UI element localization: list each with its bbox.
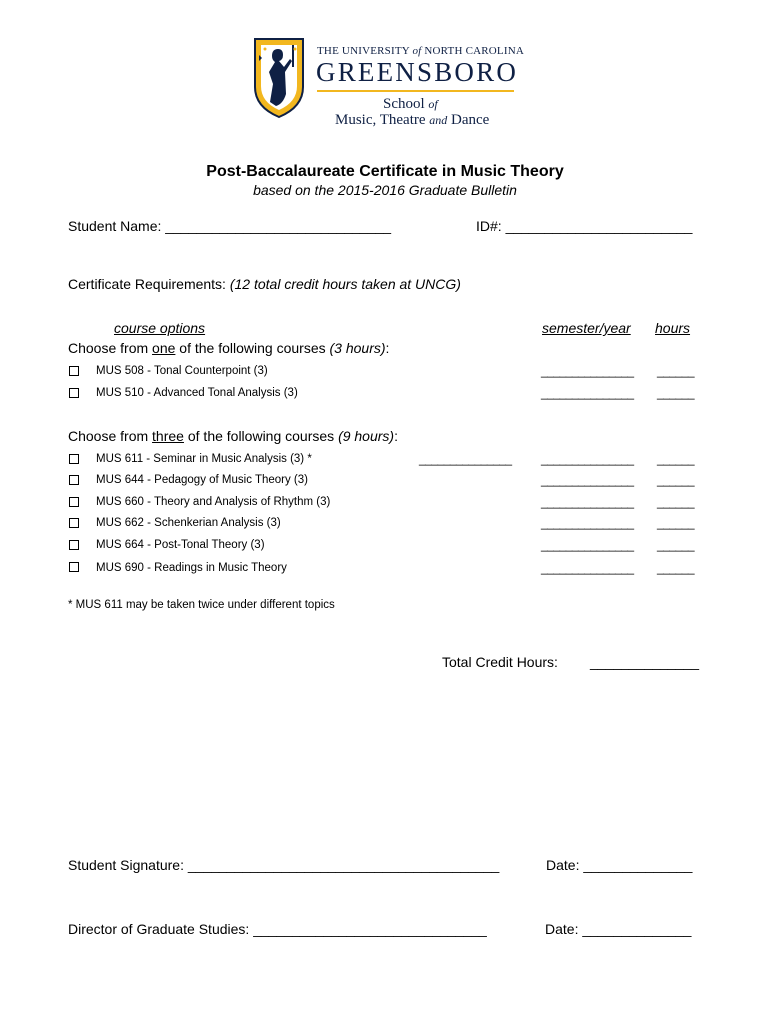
hours-field[interactable]: ______ xyxy=(657,473,695,487)
date-label: Date: xyxy=(546,857,584,873)
hours-field[interactable]: ______ xyxy=(657,495,695,509)
course-label: MUS 690 - Readings in Music Theory xyxy=(96,562,287,574)
course-checkbox[interactable] xyxy=(69,366,79,376)
date-label: Date: xyxy=(545,921,583,937)
semester-year-field[interactable]: _______________ xyxy=(541,495,634,509)
course-label: MUS 644 - Pedagogy of Music Theory (3) xyxy=(96,474,308,486)
student-name-label: Student Name: xyxy=(68,218,166,234)
student-date-row xyxy=(546,857,692,873)
student-name-field[interactable]: _____________________________ xyxy=(165,218,392,234)
director-date-field[interactable]: ______________ xyxy=(582,921,692,937)
page-subtitle: based on the 2015-2016 Graduate Bulletin xyxy=(253,182,517,198)
course-label: MUS 664 - Post-Tonal Theory (3) xyxy=(96,539,265,551)
page-title: Post-Baccalaureate Certificate in Music Theory xyxy=(206,163,564,180)
group2-heading: Choose from three of the following courses (9 hours): xyxy=(68,428,398,444)
student-name-row xyxy=(68,218,391,234)
student-signature-label: Student Signature: xyxy=(68,857,188,873)
semester-year-field[interactable]: _______________ xyxy=(541,452,634,466)
column-header-hours: hours xyxy=(655,320,691,336)
course-checkbox[interactable] xyxy=(69,562,79,572)
logo-school-line2: Music, Theatre and Dance xyxy=(335,112,490,128)
semester-year-field[interactable]: _______________ xyxy=(541,364,634,378)
logo-gold-rule xyxy=(317,90,514,92)
logo-greensboro: GREENSBORO xyxy=(316,57,519,87)
semester-year-field[interactable]: _______________ xyxy=(541,473,634,487)
hours-field[interactable]: ______ xyxy=(657,386,695,400)
id-row xyxy=(476,218,692,234)
hours-field[interactable]: ______ xyxy=(657,538,695,552)
logo-university-line: THE UNIVERSITY of NORTH CAROLINA xyxy=(317,45,524,57)
director-signature-field[interactable]: ______________________________ xyxy=(253,921,487,937)
course-label: MUS 508 - Tonal Counterpoint (3) xyxy=(96,365,268,377)
course-checkbox[interactable] xyxy=(69,454,79,464)
course-label: MUS 660 - Theory and Analysis of Rhythm (3) xyxy=(96,496,331,508)
total-credit-hours-field[interactable]: ______________ xyxy=(590,654,700,670)
id-label: ID#: xyxy=(476,218,506,234)
hours-field[interactable]: ______ xyxy=(657,364,695,378)
semester-year-field[interactable]: _______________ xyxy=(541,538,634,552)
group1-heading: Choose from one of the following courses (3 hours): xyxy=(68,340,390,356)
total-credit-hours-label: Total Credit Hours: xyxy=(442,654,558,670)
student-signature-row xyxy=(68,857,499,873)
course-checkbox[interactable] xyxy=(69,540,79,550)
course-checkbox[interactable] xyxy=(69,475,79,485)
column-header-course-options: course options xyxy=(114,320,206,336)
column-header-semester-year: semester/year xyxy=(542,320,631,336)
course-checkbox[interactable] xyxy=(69,497,79,507)
course-checkbox[interactable] xyxy=(69,388,79,398)
course-checkbox[interactable] xyxy=(69,518,79,528)
spartan-figure-icon xyxy=(251,37,307,119)
requirements-heading: Certificate Requirements: (12 total credit hours taken at UNCG) xyxy=(68,276,461,292)
id-field[interactable]: ________________________ xyxy=(505,218,693,234)
director-signature-row xyxy=(68,921,487,937)
semester-year-field[interactable]: _______________ xyxy=(541,561,634,575)
student-signature-field[interactable]: ________________________________________ xyxy=(187,857,500,873)
semester-year-field[interactable]: _______________ xyxy=(541,516,634,530)
director-date-row xyxy=(545,921,691,937)
hours-field[interactable]: ______ xyxy=(657,452,695,466)
logo-school-line1: School of xyxy=(383,96,438,112)
course-label: MUS 662 - Schenkerian Analysis (3) xyxy=(96,517,281,529)
student-date-field[interactable]: ______________ xyxy=(583,857,693,873)
director-label: Director of Graduate Studies: xyxy=(68,921,254,937)
course-label: MUS 611 - Seminar in Music Analysis (3) * xyxy=(96,453,312,465)
semester-year-field[interactable]: _______________ xyxy=(541,386,634,400)
course-label: MUS 510 - Advanced Tonal Analysis (3) xyxy=(96,387,298,399)
footnote: * MUS 611 may be taken twice under different topics xyxy=(68,599,335,611)
extra-semester-field[interactable]: _______________ xyxy=(419,452,512,466)
hours-field[interactable]: ______ xyxy=(657,561,695,575)
hours-field[interactable]: ______ xyxy=(657,516,695,530)
